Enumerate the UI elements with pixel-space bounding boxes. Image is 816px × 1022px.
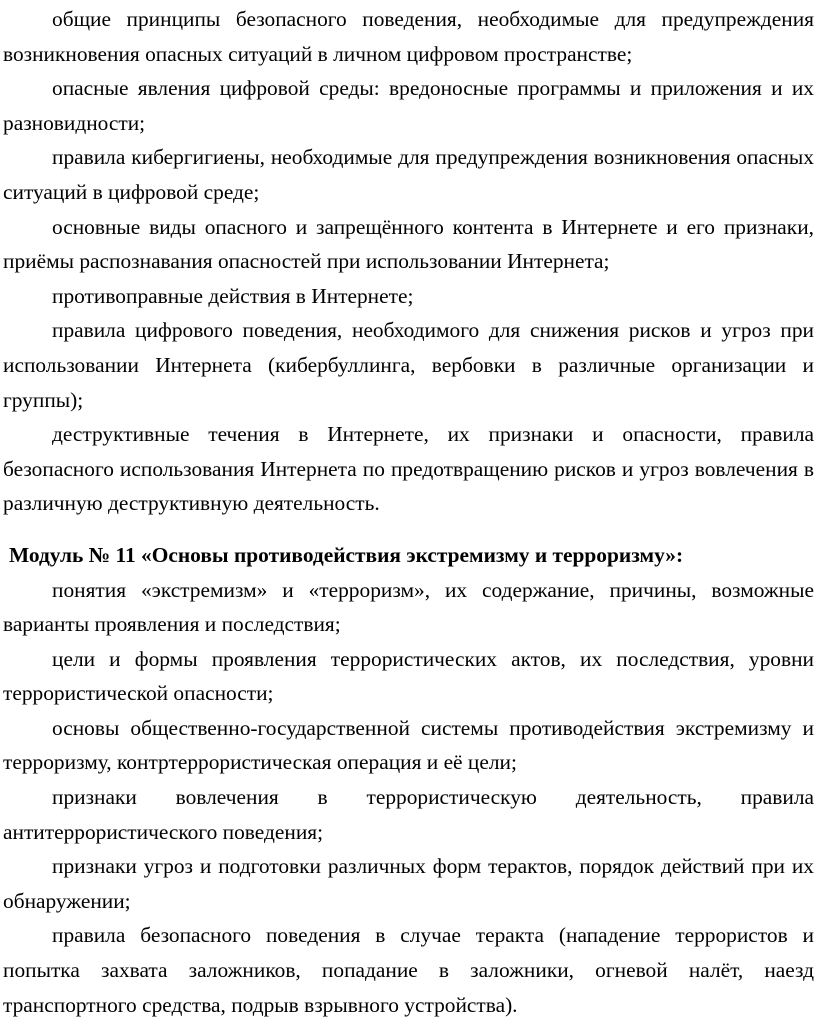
module-11-list: [3, 573, 814, 1022]
list-item: деструктивные течения в Интернете, их признаки и опасности, правила безопасного использования Интернета по предотвращению рисков и угроз вовлечения в различную деструктивную деятельность.: [3, 417, 814, 521]
list-item: признаки угроз и подготовки различных форм терактов, порядок действий при их обнаружении;: [3, 849, 814, 918]
digital-safety-list: [3, 2, 814, 521]
list-item: цели и формы проявления террористических актов, их последствия, уровни террористической опасности;: [3, 642, 814, 711]
list-item: правила безопасного поведения в случае теракта (нападение террористов и попытка захвата заложников, попадание в заложники, огневой налёт, наезд транспортного средства, подрыв взрывного устройства).: [3, 918, 814, 1022]
list-item: правила цифрового поведения, необходимого для снижения рисков и угроз при использовании Интернета (кибербуллинга, вербовки в различные организации и группы);: [3, 313, 814, 417]
list-item: признаки вовлечения в террористическую деятельность, правила антитеррористического поведения;: [3, 780, 814, 849]
list-item: правила кибергигиены, необходимые для предупреждения возникновения опасных ситуаций в цифровой среде;: [3, 140, 814, 209]
list-item: понятия «экстремизм» и «терроризм», их содержание, причины, возможные варианты проявления и последствия;: [3, 573, 814, 642]
list-item: основные виды опасного и запрещённого контента в Интернете и его признаки, приёмы распознавания опасностей при использовании Интернета;: [3, 210, 814, 279]
list-item: основы общественно-государственной системы противодействия экстремизму и терроризму, контртеррористическая операция и её цели;: [3, 711, 814, 780]
list-item: опасные явления цифровой среды: вредоносные программы и приложения и их разновидности;: [3, 71, 814, 140]
list-item: общие принципы безопасного поведения, необходимые для предупреждения возникновения опасных ситуаций в личном цифровом пространстве;: [3, 2, 814, 71]
list-item: противоправные действия в Интернете;: [3, 279, 814, 314]
module-11-heading: Модуль № 11 «Основы противодействия экстремизму и терроризму»:: [3, 538, 814, 573]
